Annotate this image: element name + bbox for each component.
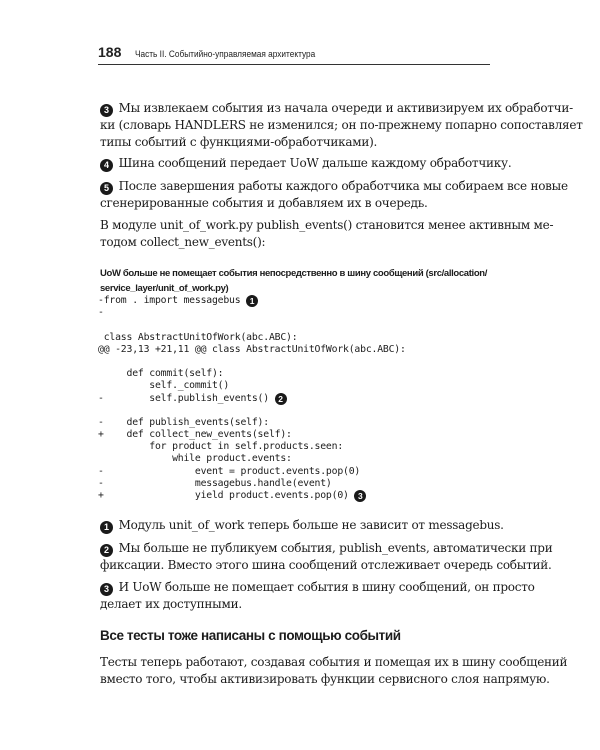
code-line <box>98 441 498 453</box>
text-segment: Мы больше не публикуем события, publish_events, автоматически при <box>118 541 553 555</box>
text-line <box>100 579 535 596</box>
code-line <box>98 344 498 356</box>
code-line <box>98 356 498 368</box>
code-text: -from . import messagebus <box>98 295 247 306</box>
code-text: for product in self.products.seen: <box>98 441 344 453</box>
code-text: while product.events: <box>98 453 292 465</box>
text-line: вместо того, чтобы активизировать функции сервисного слоя напрямую. <box>100 672 550 686</box>
code-text: + yield product.events.pop(0) <box>98 490 355 501</box>
text-line: В модуле unit_of_work.py publish_events() становится менее активным ме- <box>100 218 554 232</box>
annotation-5-paragraph <box>100 178 568 212</box>
code-text: - self.publish_events() <box>98 392 275 404</box>
page-header <box>98 44 490 65</box>
text-segment: После завершения работы каждого обработчика мы собираем все новые <box>118 179 568 193</box>
callout-5-icon: 5 <box>100 182 113 195</box>
caption-line: UoW больше не помещает события непосредственно в шину сообщений (src/allocation/ <box>100 268 488 279</box>
code-text: class AbstractUnitOfWork(abc.ABC): <box>98 331 298 343</box>
code-line <box>98 307 498 319</box>
note-2-paragraph <box>100 540 553 574</box>
callout-1-icon: 1 <box>100 521 113 534</box>
section-heading: Все тесты тоже написаны с помощью событий <box>100 628 401 643</box>
listing-caption <box>100 266 492 296</box>
note-3-paragraph <box>100 579 535 613</box>
callout-3-icon: 3 <box>100 583 113 596</box>
code-line <box>98 380 498 392</box>
code-line <box>98 478 498 490</box>
code-line <box>98 393 498 405</box>
intro-paragraph <box>100 217 554 251</box>
text-line: делает их доступными. <box>100 597 242 611</box>
text-segment: И UoW больше не помещает события в шину сообщений, он просто <box>118 580 535 594</box>
code-line <box>98 405 498 417</box>
callout-4-icon: 4 <box>100 159 113 172</box>
code-line <box>98 417 498 429</box>
code-text: @@ -23,13 +21,11 @@ class AbstractUnitOfWork(abc.ABC): <box>98 343 406 355</box>
code-line <box>98 295 498 307</box>
text-line <box>100 155 512 172</box>
caption-line: service_layer/unit_of_work.py) <box>100 283 229 294</box>
code-line <box>98 490 498 502</box>
annotation-3-paragraph <box>100 100 583 151</box>
section-paragraph <box>100 654 568 688</box>
annotation-4-paragraph <box>100 155 512 172</box>
note-1-paragraph <box>100 517 504 534</box>
text-line: ки (словарь HANDLERS не изменился; он по-прежнему попарно сопоставляет <box>100 118 583 132</box>
code-line <box>98 332 498 344</box>
text-segment: Шина сообщений передает UoW дальше каждому обработчику. <box>118 156 512 170</box>
code-line <box>98 368 498 380</box>
callout-3-icon: 3 <box>100 104 113 117</box>
code-line <box>98 319 498 331</box>
code-text: - messagebus.handle(event) <box>98 477 332 489</box>
text-line: Тесты теперь работают, создавая события и помещая их в шину сообщений <box>100 655 568 669</box>
callout-3-icon: 3 <box>354 490 366 502</box>
text-line: сгенерированные события и добавляем их в очередь. <box>100 196 428 210</box>
text-line: типы событий с функциями-обработчиками). <box>100 135 378 149</box>
code-text: def commit(self): <box>98 368 224 380</box>
code-text: - def publish_events(self): <box>98 416 269 428</box>
callout-2-icon: 2 <box>275 393 287 405</box>
page-number: 188 <box>98 44 122 60</box>
text-line <box>100 540 553 557</box>
text-line: тодом collect_new_events(): <box>100 235 266 249</box>
callout-1-icon: 1 <box>246 295 258 307</box>
callout-2-icon: 2 <box>100 544 113 557</box>
text-segment: Модуль unit_of_work теперь больше не зависит от messagebus. <box>118 518 504 532</box>
text-line <box>100 100 573 117</box>
text-line: фиксации. Вместо этого шина сообщений отслеживает очередь событий. <box>100 558 552 572</box>
code-listing <box>98 295 498 502</box>
code-line <box>98 453 498 465</box>
code-line <box>98 466 498 478</box>
code-text: self._commit() <box>98 380 230 392</box>
code-line <box>98 429 498 441</box>
text-line <box>100 517 504 534</box>
running-head: Часть II. Событийно-управляемая архитектура <box>135 49 316 59</box>
code-text: - event = product.events.pop(0) <box>98 465 361 477</box>
text-line <box>100 178 568 195</box>
code-text: - <box>98 307 104 319</box>
text-segment: Мы извлекаем события из начала очереди и активизируем их обработчи- <box>118 101 573 115</box>
code-text: + def collect_new_events(self): <box>98 429 292 441</box>
